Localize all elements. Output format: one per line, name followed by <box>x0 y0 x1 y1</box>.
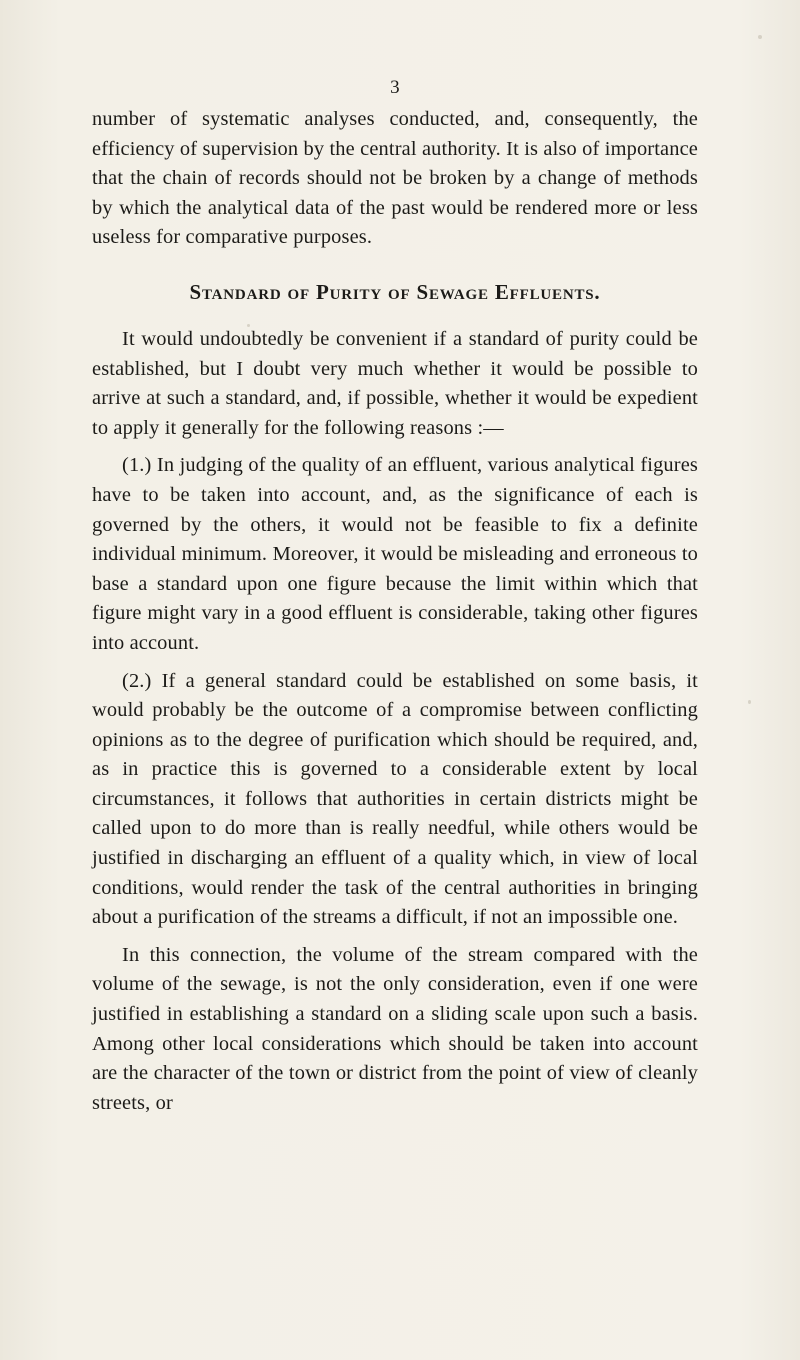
opening-paragraph: number of systematic analyses conducted, and, consequently, the efficiency of supervision by the central authority. It is also of importance that the chain of records should not be broken by a change of methods by which the analytical data of the past would be rendered more or less useless for comparative purposes. <box>92 108 698 249</box>
closing-paragraph: In this connection, the volume of the stream compared with the volume of the sewage, is not the only consideration, even if one were justified in establishing a standard on a sliding scale upon such a basis. Among other local considerations which should be taken into account are the character of the town or district from the point of view of cleanly streets, or <box>92 943 698 1114</box>
section-heading: Standard of Purity of Sewage Effluents. <box>189 279 601 304</box>
page-text <box>92 76 698 1118</box>
reason-1-paragraph: (1.) In judging of the quality of an effluent, various analytical figures have to be taken into account, and, as the significance of each is governed by the others, it would not be feasible to fix a definite individual minimum. Moreover, it would be misleading and erroneous to base a standard upon one figure because the limit within which that figure might vary in a good effluent is considerable, taking other figures into account. <box>92 454 698 654</box>
intro-paragraph: It would undoubtedly be convenient if a standard of purity could be established, but I doubt very much whether it would be possible to arrive at such a standard, and, if possible, whether it would be expedient to apply it generally for the following reasons :— <box>92 327 698 439</box>
page-number: 3 <box>390 77 400 98</box>
paper-speck <box>758 35 762 39</box>
paper-speck <box>748 700 751 704</box>
reason-2-paragraph: (2.) If a general standard could be established on some basis, it would probably be the outcome of a compromise between conflicting opinions as to the degree of purification which should be required, and, as in practice this is governed to a considerable extent by local circumstances, it follows that authorities in certain districts might be called upon to do more than is really needful, while others would be justified in discharging an effluent of a quality which, in view of local conditions, would render the task of the central authorities in bringing about a purification of the streams a difficult, if not an impossible one. <box>92 669 698 929</box>
